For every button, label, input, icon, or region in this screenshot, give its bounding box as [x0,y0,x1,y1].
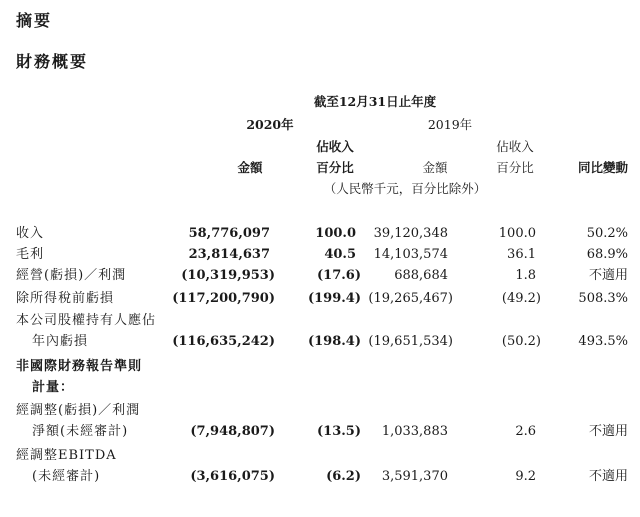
cell-pct-2020: 100.0 [315,226,356,241]
cell-yoy: 493.5% [578,334,628,349]
cell-pct-2019: 2.6 [515,424,536,439]
row-section-label-continued: 計量： [32,380,75,395]
header-year-2019: 2019年 [427,117,473,132]
cell-amount-2020: (116,635,242) [172,334,275,349]
cell-amount-2020: (7,948,807) [190,424,275,439]
cell-pct-2019: 100.0 [498,226,536,241]
cell-amount-2020: (117,200,790) [172,291,275,306]
cell-yoy: 68.9% [586,247,628,262]
header-yoy-change: 同比變動 [577,160,628,175]
cell-amount-2019: 1,033,883 [381,424,448,439]
cell-amount-2020: (10,319,953) [181,268,275,283]
row-label: 經調整EBITDA [16,448,117,463]
header-year-2020: 2020年 [246,117,294,132]
row-section-label: 非國際財務報告準則 [16,359,143,374]
cell-amount-2020: 23,814,637 [188,247,270,262]
header-revenue-pct-2019-line1: 佔收入 [496,139,534,154]
row-label: 除所得稅前虧損 [16,291,115,306]
header-revenue-pct-2019-line2: 百分比 [496,160,534,175]
section-title-summary: 摘要 [16,11,53,30]
row-label: 經營(虧損)／利潤 [16,268,127,283]
cell-amount-2019: (19,651,534) [368,334,453,349]
cell-pct-2020: (199.4) [307,291,361,306]
cell-yoy: 不適用 [588,268,628,283]
cell-pct-2019: (50.2) [501,334,541,349]
cell-pct-2020: 40.5 [324,247,356,262]
cell-pct-2019: 36.1 [507,247,536,262]
header-amount-2020: 金額 [237,160,263,175]
header-period: 截至12月31日止年度 [313,94,437,109]
cell-pct-2020: (17.6) [317,268,361,283]
cell-yoy: 不適用 [588,424,628,439]
cell-amount-2020: 58,776,097 [188,226,270,241]
row-label: 毛利 [16,247,45,262]
row-label: 收入 [16,226,45,241]
cell-pct-2020: (198.4) [307,334,361,349]
cell-pct-2020: (6.2) [326,469,361,484]
row-label-continued: (未經審計) [32,469,101,484]
cell-amount-2019: 3,591,370 [381,469,448,484]
cell-yoy: 不適用 [588,469,628,484]
cell-amount-2019: (19,265,467) [368,291,453,306]
cell-yoy: 50.2% [586,226,628,241]
header-amount-2019: 金額 [422,160,448,175]
row-label: 經調整(虧損)／利潤 [16,403,141,418]
header-revenue-pct-2020-line1: 佔收入 [316,139,354,154]
header-revenue-pct-2020-line2: 百分比 [316,160,354,175]
section-title-financial-overview: 財務概要 [16,52,89,71]
cell-pct-2019: 1.8 [515,268,536,283]
header-unit-note: （人民幣千元，百分比除外） [323,181,487,196]
cell-amount-2019: 14,103,574 [373,247,448,262]
cell-pct-2019: 9.2 [515,469,536,484]
cell-yoy: 508.3% [578,291,628,306]
cell-pct-2019: (49.2) [501,291,541,306]
cell-amount-2019: 688,684 [394,268,448,283]
row-label-continued: 淨額(未經審計) [32,424,129,439]
cell-amount-2019: 39,120,348 [373,226,448,241]
cell-amount-2020: (3,616,075) [190,469,275,484]
cell-pct-2020: (13.5) [317,424,361,439]
row-label: 本公司股權持有人應佔 [16,313,157,328]
row-label-continued: 年內虧損 [32,334,89,349]
